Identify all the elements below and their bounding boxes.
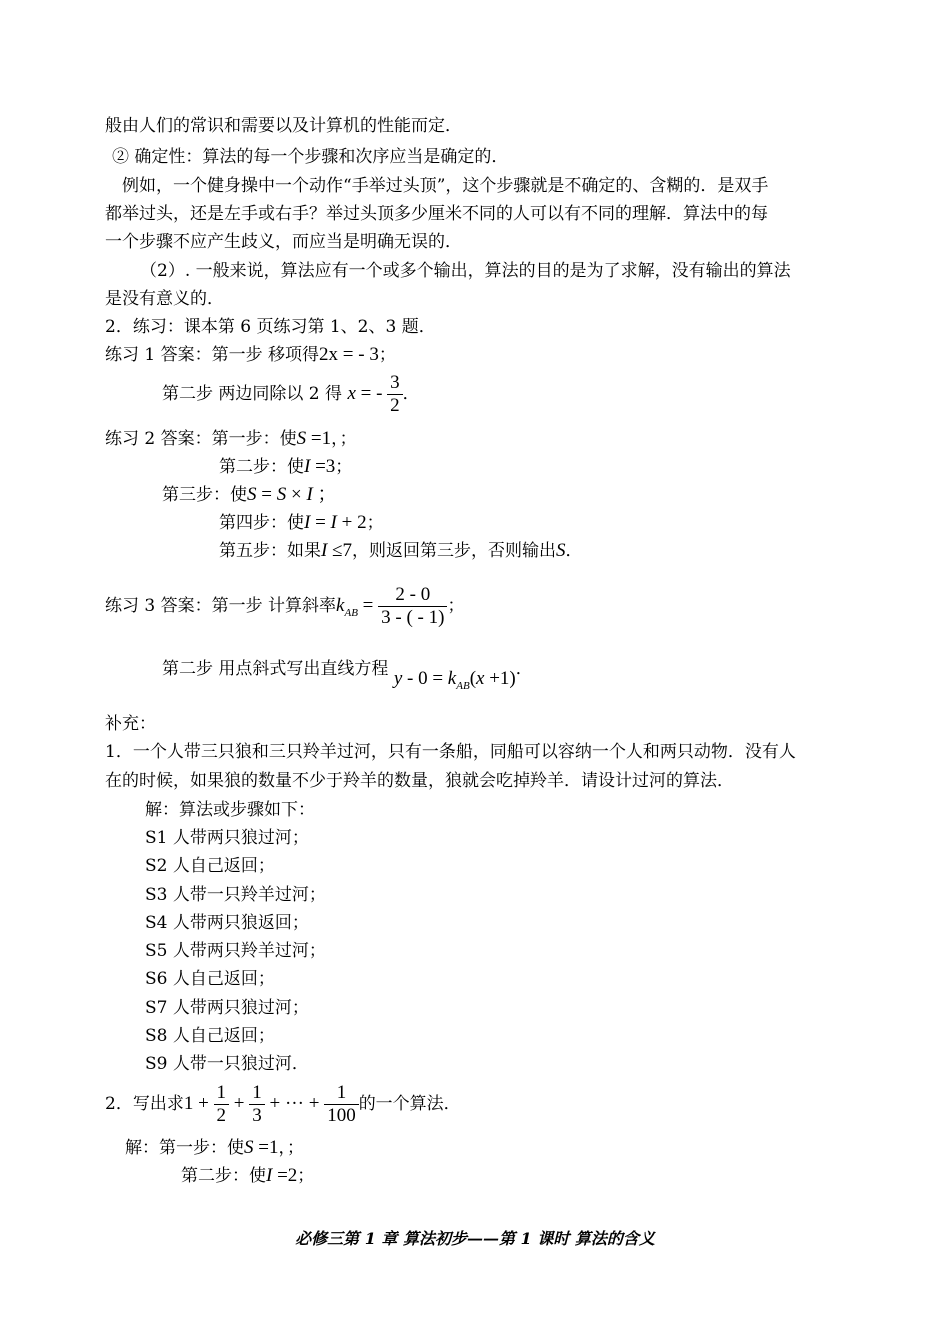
exercise2-step1: 练习 2 答案：第一步：使S =1，；	[105, 428, 357, 449]
slope-fraction: $\frac{2 - 0}{3 - ( - 1)}$	[378, 584, 447, 629]
paragraph-example-line2: 都举过头，还是左手或右手？举过头顶多少厘米不同的人可以有不同的理解．算法中的每	[105, 204, 768, 224]
solution-step: S4 人带两只狼返回；	[145, 913, 309, 933]
paragraph-output-line1: （2）. 一般来说，算法应有一个或多个输出，算法的目的是为了求解，没有输出的算法	[140, 261, 791, 281]
solution-step: S3 人带一只羚羊过河；	[145, 885, 326, 905]
solution-step: S8 人自己返回；	[145, 1026, 275, 1046]
paragraph-example-line3: 一个步骤不应产生歧义，而应当是明确无误的．	[105, 232, 462, 252]
solution-step: S6 人自己返回；	[145, 969, 275, 989]
exercise1-step2: 第二步 两边同除以 2 得 x = - $\frac{3}{2}$ ．	[162, 372, 420, 416]
exercise2-step3: 第三步：使S = S × I ；	[162, 484, 337, 505]
fraction: $\frac{3}{2}$	[387, 372, 403, 417]
exercise2-step4: 第四步：使I = I + 2；	[219, 512, 384, 533]
exercise3-step2: 第二步 用点斜式写出直线方程 $y - 0 = k_{AB}(x +1)$．	[162, 659, 533, 692]
solution2-step2: 第二步：使I =2；	[181, 1165, 315, 1186]
exercise-intro: 2．练习：课本第 6 页练习第 1、2、3 题．	[105, 317, 436, 337]
exercise2-step5: 第五步：如果I ≤7，则返回第三步，否则输出S．	[219, 540, 583, 561]
solution1-label: 解：算法或步骤如下：	[145, 800, 315, 820]
solution-step: S1 人带两只狼过河；	[145, 828, 309, 848]
fraction: $\frac{1}{100}$	[324, 1082, 359, 1127]
paragraph-performance: 般由人们的常识和需要以及计算机的性能而定．	[105, 116, 462, 136]
solution-step: S9 人带一只狼过河．	[145, 1054, 309, 1074]
question1-line1: 1．一个人带三只狼和三只羚羊过河，只有一条船，同船可以容纳一个人和两只动物．没有人	[105, 742, 796, 762]
supplement-heading: 补充：	[105, 714, 156, 734]
paragraph-output-line2: 是没有意义的．	[105, 289, 224, 309]
solution-step: S5 人带两只羚羊过河；	[145, 941, 326, 961]
fraction: $\frac{1}{2}$	[214, 1082, 230, 1127]
solution2-step1: 解：第一步：使S =1，；	[125, 1137, 304, 1158]
solution-step: S2 人自己返回；	[145, 856, 275, 876]
exercise2-step2: 第二步：使I =3；	[219, 456, 353, 477]
fraction: $\frac{1}{3}$	[249, 1082, 265, 1127]
solution-step: S7 人带两只狼过河；	[145, 998, 309, 1018]
line-equation: $y - 0 = k_{AB}(x +1)$	[393, 668, 516, 692]
equation: 2x = - 3	[319, 344, 379, 365]
page-footer: 必修三第 1 章 算法初步——第 1 课时 算法的含义	[295, 1229, 655, 1248]
exercise1-step1: 练习 1 答案：第一步 移项得2x = - 3；	[105, 344, 396, 365]
exercise3-step1: 练习 3 答案：第一步 计算斜率$k_{AB}$ = $\frac{2 - 0}{3 - ( - 1)}$ ；	[105, 584, 465, 628]
question2: 2．写出求1 + $\frac{1}{2}$ + $\frac{1}{3}$ + ··· + $\frac{1}{100}$ 的一个算法．	[105, 1082, 461, 1126]
question1-line2: 在的时候，如果狼的数量不少于羚羊的数量，狼就会吃掉羚羊．请设计过河的算法．	[105, 771, 734, 791]
paragraph-example-line1: 例如，一个健身操中一个动作“手举过头顶”，这个步骤就是不确定的、含糊的．是双手	[122, 176, 769, 196]
paragraph-determinacy: ② 确定性：算法的每一个步骤和次序应当是确定的．	[112, 147, 509, 167]
